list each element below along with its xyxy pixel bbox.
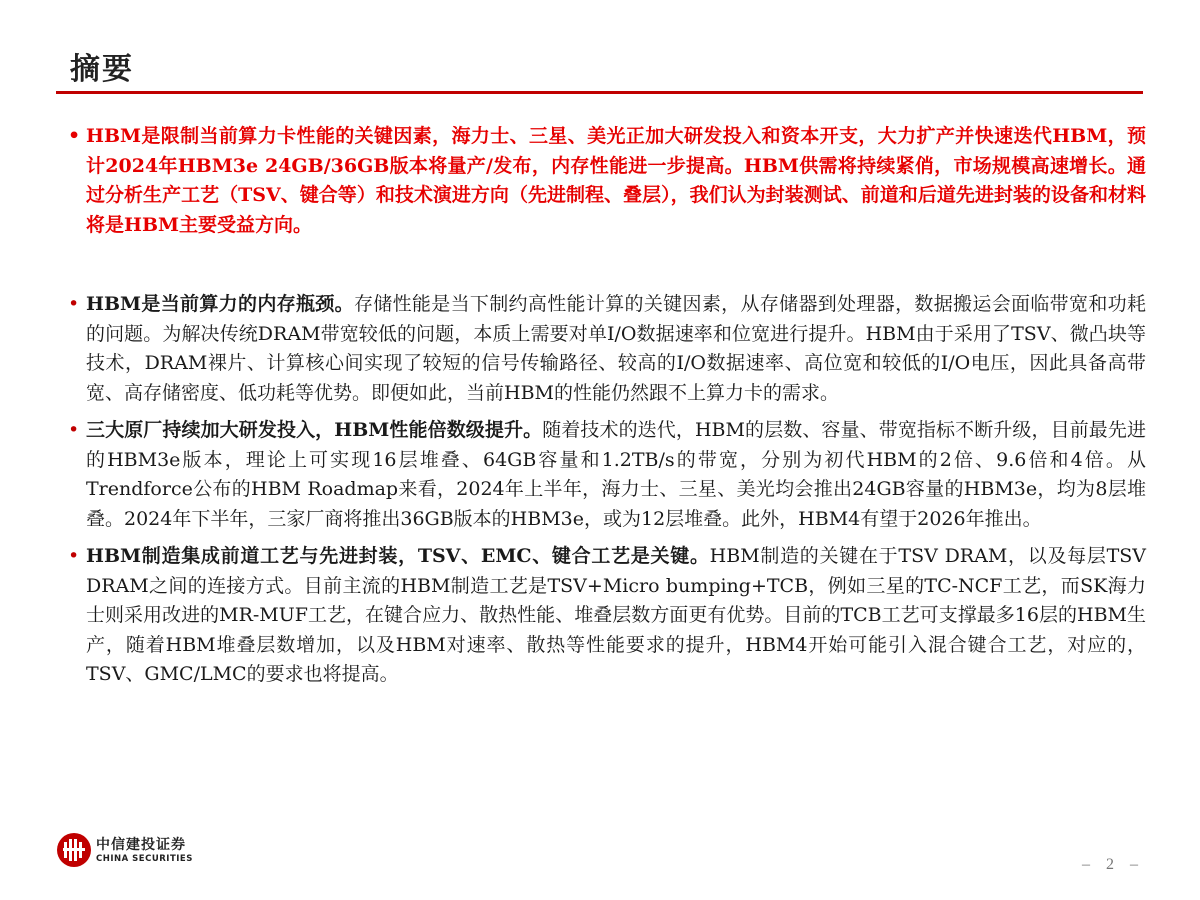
bullet-item <box>66 290 1146 408</box>
bullet-item <box>66 416 1146 534</box>
bullet-dot-icon: • <box>68 125 81 147</box>
china-securities-logo-icon <box>56 832 92 868</box>
summary-body <box>66 122 1146 690</box>
bullet-dot-icon: • <box>68 293 80 315</box>
page-title: 摘要 <box>70 52 134 87</box>
page-number-value: 2 <box>1106 856 1120 873</box>
bullet-dot-icon: • <box>68 545 80 567</box>
bullet-lead: 三大原厂持续加大研发投入，HBM性能倍数级提升。 <box>86 419 543 441</box>
bullet-lead: HBM是当前算力的内存瓶颈。 <box>86 293 354 315</box>
logo-text <box>96 837 193 864</box>
bullet-text: 存储性能是当下制约高性能计算的关键因素，从存储器到处理器，数据搬运会面临带宽和功耗的问题。为解决传统DRAM带宽较低的问题，本质上需要对单I/O数据速率和位宽进行提升。HBM由于采用了TSV、微凸块等技术，DRAM裸片、计算核心间实现了较短的信号传输路径、较高的I/O数据速率、高位宽和较低的I/O电压，因此具备高带宽、高存储密度、低功耗等优势。即便如此，当前HBM的性能仍然跟不上算力卡的需求。 <box>86 293 1146 404</box>
company-logo <box>56 832 193 868</box>
page-number: – 2 – <box>1082 856 1144 873</box>
bullet-text: HBM是限制当前算力卡性能的关键因素，海力士、三星、美光正加大研发投入和资本开支，大力扩产并快速迭代HBM，预计2024年HBM3e 24GB/36GB版本将量产/发布，内存性能进一步提高。HBM供需将持续紧俏，市场规模高速增长。通过分析生产工艺（TSV、键合等）和技术演进方向（先进制程、叠层），我们认为封装测试、前道和后道先进封装的设备和材料将是HBM主要受益方向。 <box>86 125 1146 236</box>
logo-english-name: CHINA SECURITIES <box>96 853 193 864</box>
logo-chinese-name: 中信建投证券 <box>96 836 186 853</box>
bullet-item <box>66 542 1146 690</box>
bullet-text: 随着技术的迭代，HBM的层数、容量、带宽指标不断升级，目前最先进的HBM3e版本，理论上可实现16层堆叠、64GB容量和1.2TB/s的带宽，分别为初代HBM的2倍、9.6倍和4倍。从Trendforce公布的HBM Roadmap来看，2024年上半年，海力士、三星、美光均会推出24GB容量的HBM3e，均为8层堆叠。2024年下半年，三家厂商将推出36GB版本的HBM3e，或为12层堆叠。此外，HBM4有望于2026年推出。 <box>86 419 1146 530</box>
bullet-text: HBM制造的关键在于TSV DRAM，以及每层TSV DRAM之间的连接方式。目前主流的HBM制造工艺是TSV+Micro bumping+TCB，例如三星的TC-NCF工艺，而SK海力士则采用改进的MR-MUF工艺，在键合应力、散热性能、堆叠层数方面更有优势。目前的TCB工艺可支撑最多16层的HBM生产，随着HBM堆叠层数增加，以及HBM对速率、散热等性能要求的提升，HBM4开始可能引入混合键合工艺，对应的，TSV、GMC/LMC的要求也将提高。 <box>86 545 1147 685</box>
bullet-lead: HBM制造集成前道工艺与先进封装，TSV、EMC、键合工艺是关键。 <box>86 545 710 567</box>
bullet-dot-icon: • <box>68 419 80 441</box>
title-divider <box>56 91 1143 94</box>
bullet-item <box>66 122 1146 240</box>
